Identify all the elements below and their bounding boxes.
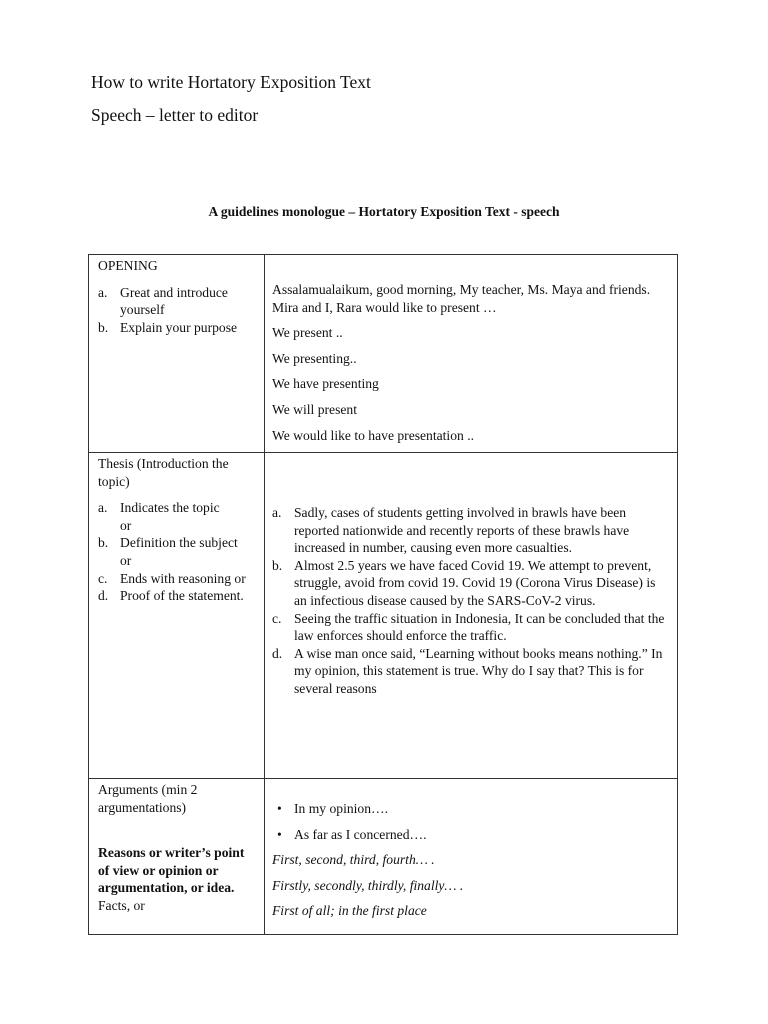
list-item: a. Great and introduce yourself bbox=[98, 284, 228, 318]
opening-line: We have presenting bbox=[272, 376, 379, 392]
thesis-heading: Thesis (Introduction the topic) bbox=[98, 456, 229, 489]
list-item: c. Seeing the traffic situation in Indonesia, It can be concluded that the law enforces should enforce the traffic. bbox=[272, 610, 665, 644]
list-item: d. Proof of the statement. bbox=[98, 588, 244, 604]
thesis-examples-list bbox=[272, 504, 671, 698]
arguments-heading: Arguments (min 2 argumentations) bbox=[98, 782, 198, 815]
guidelines-table bbox=[88, 254, 678, 935]
opening-row bbox=[89, 255, 678, 453]
list-item: a. Indicates the topic or bbox=[98, 500, 220, 533]
list-item: b. Explain your purpose bbox=[98, 319, 238, 335]
opening-right-cell bbox=[265, 255, 678, 453]
list-item: • In my opinion…. bbox=[277, 801, 389, 816]
connector-line: Firstly, secondly, thirdly, finally… . bbox=[272, 877, 464, 893]
thesis-row bbox=[89, 453, 678, 779]
list-item: a. Sadly, cases of students getting involved in brawls have been reported nationwide and recently reports of these brawls have increased in number, causing even more casualties. bbox=[272, 505, 630, 556]
connector-line: First of all; in the first place bbox=[272, 903, 427, 919]
connector-line: First, second, third, fourth… . bbox=[272, 852, 435, 868]
thesis-right-cell bbox=[265, 453, 678, 779]
list-item: b. Almost 2.5 years we have faced Covid 19. We attempt to prevent, struggle, avoid from covid 19. Covid 19 (Corona Virus Disease) is an infectious disease caused by the SARS-CoV-2 virus. bbox=[272, 557, 656, 608]
opening-line: We presenting.. bbox=[272, 350, 357, 366]
opening-line: Assalamualaikum, good morning, My teacher, Ms. Maya and friends. Mira and I, Rara would like to present … bbox=[272, 282, 651, 315]
opening-line: We would like to have presentation .. bbox=[272, 427, 475, 443]
thesis-left-list bbox=[98, 499, 258, 605]
opening-heading: OPENING bbox=[98, 258, 158, 273]
opening-line: We present .. bbox=[272, 325, 343, 341]
arguments-row bbox=[89, 779, 678, 935]
arguments-left-cell bbox=[89, 779, 265, 935]
document-subtitle: Speech – letter to editor bbox=[91, 105, 259, 125]
list-item: d. A wise man once said, “Learning without books means nothing.” In my opinion, this statement is true. Why do I say that? This is for several reasons bbox=[272, 645, 663, 696]
opening-line: We will present bbox=[272, 401, 357, 417]
arguments-right-cell bbox=[265, 779, 678, 935]
document-title: How to write Hortatory Exposition Text bbox=[91, 72, 371, 92]
thesis-left-cell bbox=[89, 453, 265, 779]
table-title: A guidelines monologue – Hortatory Exposition Text - speech bbox=[208, 204, 560, 219]
list-item: • As far as I concerned…. bbox=[277, 826, 427, 842]
list-item: c. Ends with reasoning or bbox=[98, 570, 246, 586]
opening-left-cell bbox=[89, 255, 265, 453]
arguments-description: Reasons or writer’s point of view or opinion or argumentation, or idea. Facts, or bbox=[98, 845, 245, 913]
arguments-bullet-list bbox=[272, 800, 671, 843]
opening-left-list bbox=[98, 284, 258, 337]
list-item: b. Definition the subject or bbox=[98, 535, 238, 568]
